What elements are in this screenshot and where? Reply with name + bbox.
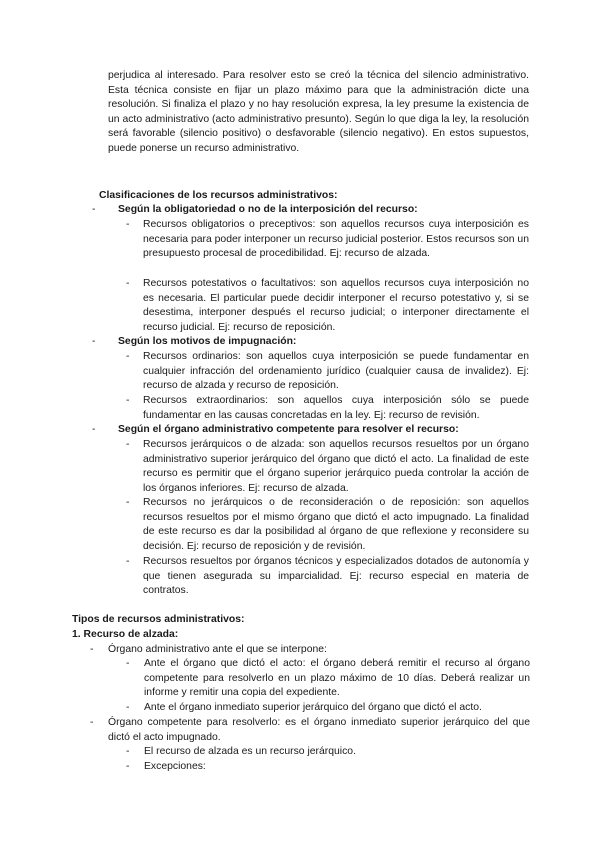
group-organo: [92, 423, 532, 438]
list-item-text: El recurso de alzada es un recurso jerárquico.: [144, 746, 356, 757]
list-item-text: Órgano administrativo ante el que se interpone:: [108, 644, 327, 655]
group-title: Según la obligatoriedad o no de la interposición del recurso:: [118, 204, 418, 215]
group-title: Según el órgano administrativo competente para resolver el recurso:: [118, 424, 459, 435]
list-item-text: Recursos jerárquicos o de alzada: son aquellos recursos resueltos por un órgano administrativo superior jerárquico del órgano que dictó el acto. La finalidad de este recurso es permitir que el órgano superior jerárquico pueda controlar la acción de los órganos inferiores. Ej: recurso de alzada.: [143, 439, 529, 494]
list-item-text: Excepciones:: [144, 761, 206, 772]
list-item: [90, 716, 530, 745]
list-item: [126, 657, 530, 701]
group-title: Según los motivos de impugnación:: [118, 336, 297, 347]
list-item-text: Órgano competente para resolverlo: es el órgano inmediato superior jerárquico del que dictó el acto impugnado.: [108, 717, 530, 743]
group-motivos: [92, 335, 532, 350]
list-item: [126, 760, 530, 775]
list-item-text: Ante el órgano inmediato superior jerárquico del órgano que dictó el acto.: [144, 702, 482, 713]
dash-marker: -: [126, 761, 130, 772]
dash-marker: -: [92, 336, 96, 347]
group-obligatoriedad: [92, 203, 532, 218]
dash-marker: -: [126, 702, 130, 713]
dash-marker: -: [126, 395, 130, 406]
intro-paragraph: perjudica al interesado. Para resolver esto se creó la técnica del silencio administrativo. Esta técnica consiste en fijar un plazo máximo para que la administración dicte una resolución. Si finaliza el plazo y no hay resolución expresa, la ley presume la existencia de un acto administrativo (acto administrativo presunto). Según lo que diga la ley, la resolución será favorable (silencio positivo) o desfavorable (silencio negativo). En estos supuestos, puede ponerse un recurso administrativo.: [108, 70, 529, 154]
list-item: [126, 438, 529, 496]
list-item: [126, 555, 529, 599]
list-item: [126, 277, 529, 335]
list-item: [126, 701, 530, 716]
heading-clasificaciones: Clasificaciones de los recursos administrativos:: [99, 190, 338, 201]
list-item: [126, 350, 529, 394]
dash-marker: -: [90, 644, 94, 655]
dash-marker: -: [126, 658, 130, 669]
list-item-text: Recursos obligatorios o preceptivos: son aquellos recursos cuya interposición es necesaria para poder interponer un recurso judicial posterior. Estos recursos son un presupuesto procesal de procedibilidad. Ej: recurso de alzada.: [143, 219, 529, 260]
list-item: [126, 394, 529, 423]
list-item-text: Recursos resueltos por órganos técnicos y especializados dotados de autonomía y que tienen asegurada su imparcialidad. Ej: recurso especial en materia de contratos.: [143, 556, 529, 597]
subheading-alzada: 1. Recurso de alzada:: [72, 629, 179, 640]
list-item: [90, 643, 530, 658]
dash-marker: -: [126, 278, 130, 289]
dash-marker: -: [126, 556, 130, 567]
dash-marker: -: [90, 717, 94, 728]
dash-marker: -: [126, 746, 130, 757]
dash-marker: -: [92, 424, 96, 435]
list-item-text: Recursos ordinarios: son aquellos cuya interposición se puede fundamentar en cualquier infracción del ordenamiento jurídico (cualquier causa de invalidez). Ej: recurso de alzada y recurso de reposición.: [143, 351, 529, 392]
list-item: [126, 218, 529, 262]
list-item: [126, 745, 530, 760]
dash-marker: -: [126, 497, 130, 508]
list-item: [126, 496, 529, 554]
dash-marker: -: [126, 351, 130, 362]
list-item-text: Ante el órgano que dictó el acto: el órgano deberá remitir el recurso al órgano competente para resolverlo en un plazo máximo de 10 días. Deberá realizar un informe y remitir una copia del expediente.: [144, 658, 530, 699]
list-item-text: Recursos no jerárquicos o de reconsideración o de reposición: son aquellos recursos resueltos por el mismo órgano que dictó el acto impugnado. La finalidad de este recurso es dar la posibilidad al órgano de que reflexione y reconsidere su decisión. Ej: recurso de reposición y de revisión.: [143, 497, 529, 552]
list-item-text: Recursos potestativos o facultativos: son aquellos recursos cuya interposición no es necesaria. El particular puede decidir interponer el recurso potestativo y, si se desestima, interponer después el recurso judicial; o interponer directamente el recurso judicial. Ej: recurso de reposición.: [143, 278, 529, 333]
heading-tipos: Tipos de recursos administrativos:: [72, 614, 245, 625]
list-item-text: Recursos extraordinarios: son aquellos cuya interposición sólo se puede fundamentar en las causas concretadas en la ley. Ej: recurso de revisión.: [143, 395, 529, 421]
dash-marker: -: [126, 219, 130, 230]
dash-marker: -: [92, 204, 96, 215]
dash-marker: -: [126, 439, 130, 450]
